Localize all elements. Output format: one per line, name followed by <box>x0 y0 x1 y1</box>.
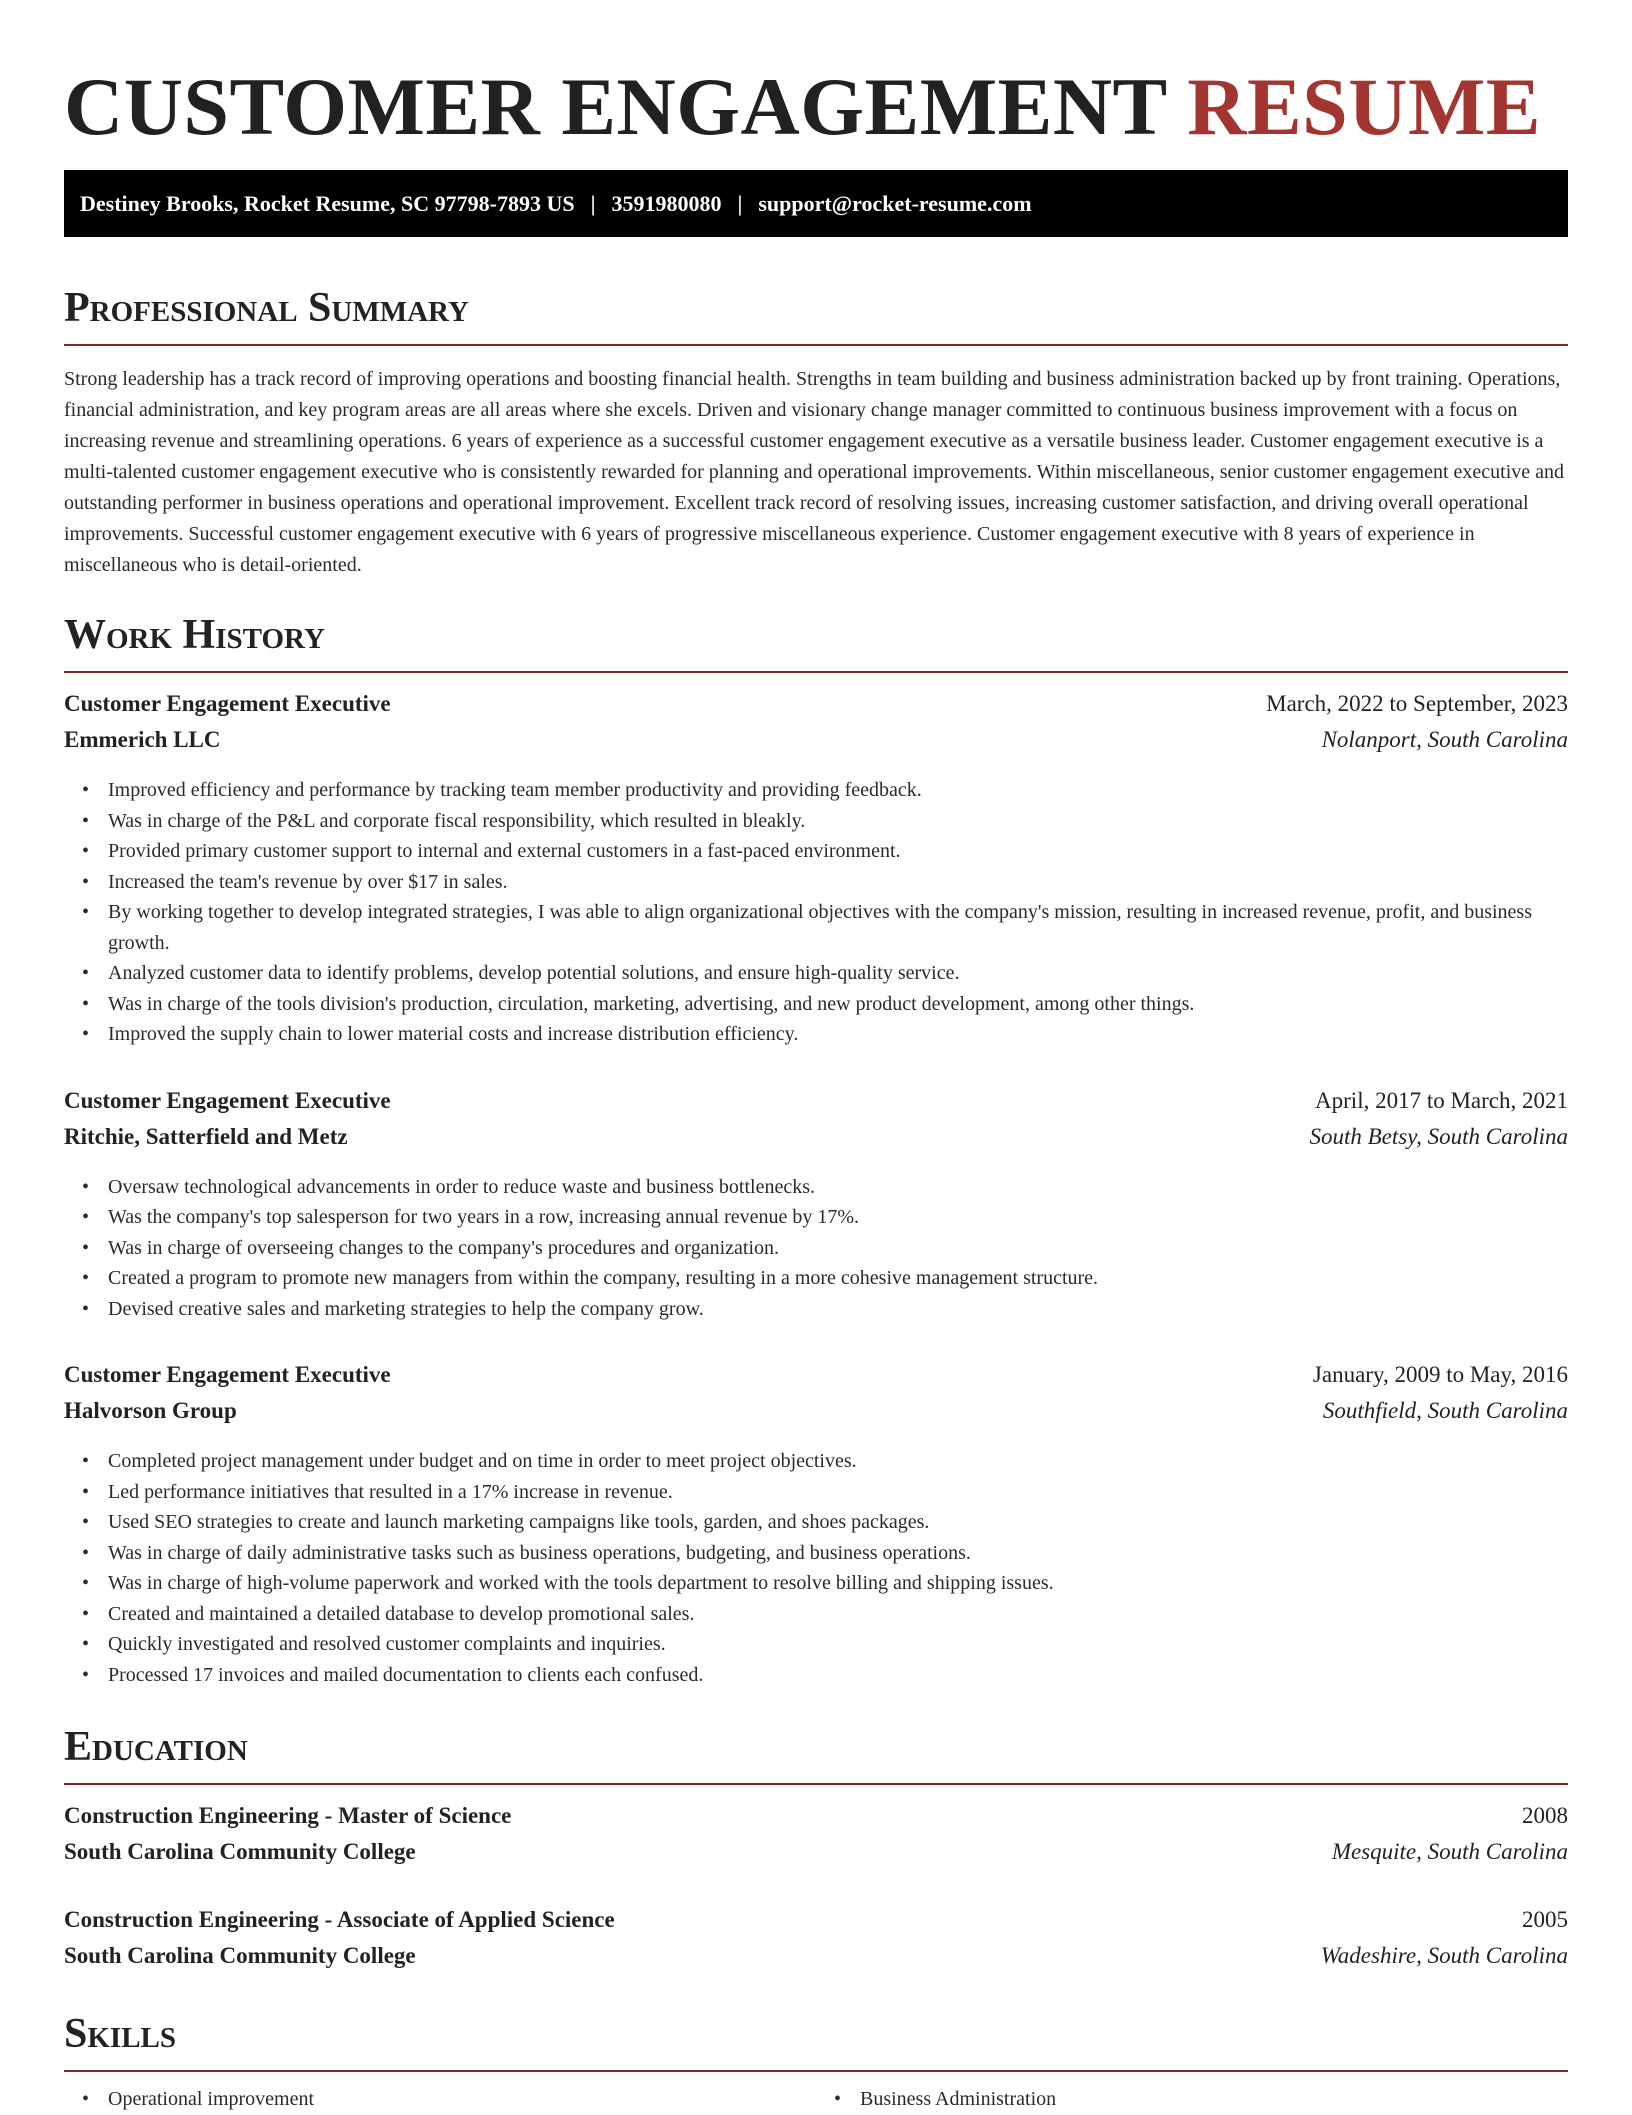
job-title: Customer Engagement Executive <box>64 1087 391 1113</box>
job-dates: January, 2009 to May, 2016 <box>1312 1362 1568 1388</box>
education-school-row <box>64 1943 1568 1979</box>
job-bullet: • Created and maintained a detailed database to develop promotional sales. <box>108 1599 1568 1630</box>
contact-phone: 3591980080 <box>611 190 722 216</box>
education-degree-row <box>64 1803 1568 1839</box>
job-bullet: • Was in charge of overseeing changes to the company's procedures and organization. <box>108 1233 1568 1264</box>
job-bullets <box>64 1172 1568 1325</box>
job-header-row <box>64 1088 1568 1124</box>
job-entry <box>64 1088 1568 1325</box>
skill-item: • Business Administration <box>860 2084 1568 2115</box>
job-location: Nolanport, South Carolina <box>1321 727 1568 753</box>
skills-grid <box>64 2084 1568 2115</box>
skills-column-right <box>816 2084 1568 2115</box>
job-bullets <box>64 775 1568 1050</box>
contact-bar <box>64 170 1568 237</box>
education-heading: Education <box>64 1726 1568 1785</box>
job-title: Customer Engagement Executive <box>64 691 391 717</box>
job-bullet: • Quickly investigated and resolved customer complaints and inquiries. <box>108 1629 1568 1660</box>
job-bullet: • Was in charge of the P&L and corporate fiscal responsibility, which resulted in bleakly. <box>108 806 1568 837</box>
contact-email: support@rocket-resume.com <box>758 190 1032 216</box>
job-location: South Betsy, South Carolina <box>1309 1123 1568 1149</box>
resume-page <box>64 0 1568 2115</box>
job-bullet: • Analyzed customer data to identify problems, develop potential solutions, and ensure high-quality service. <box>108 958 1568 989</box>
work-history-heading: Work History <box>64 614 1568 673</box>
job-company: Ritchie, Satterfield and Metz <box>64 1123 348 1149</box>
education-degree: Construction Engineering - Master of Science <box>64 1803 512 1829</box>
job-company: Halvorson Group <box>64 1398 237 1424</box>
job-bullet: • Processed 17 invoices and mailed documentation to clients each confused. <box>108 1660 1568 1691</box>
job-dates: March, 2022 to September, 2023 <box>1266 691 1568 717</box>
job-bullet: • Created a program to promote new managers from within the company, resulting in a more cohesive management structure. <box>108 1263 1568 1294</box>
education-location: Mesquite, South Carolina <box>1331 1839 1568 1865</box>
job-bullet: • Increased the team's revenue by over $17 in sales. <box>108 867 1568 898</box>
job-bullet: • Led performance initiatives that resulted in a 17% increase in revenue. <box>108 1477 1568 1508</box>
education-location: Wadeshire, South Carolina <box>1320 1943 1568 1969</box>
job-title: Customer Engagement Executive <box>64 1362 391 1388</box>
education-degree: Construction Engineering - Associate of Applied Science <box>64 1907 615 1933</box>
education-entry <box>64 1803 1568 1875</box>
job-header-row <box>64 1362 1568 1398</box>
summary-heading: Professional Summary <box>64 287 1568 346</box>
job-bullet: • Was in charge of high-volume paperwork and worked with the tools department to resolve billing and shipping issues. <box>108 1568 1568 1599</box>
job-bullet: • Was in charge of the tools division's production, circulation, marketing, advertising, and new product development, among other things. <box>108 989 1568 1020</box>
education-year: 2005 <box>1522 1907 1568 1933</box>
job-bullet: • Was in charge of daily administrative tasks such as business operations, budgeting, and business operations. <box>108 1538 1568 1569</box>
resume-title-accent: RESUME <box>1187 61 1542 152</box>
job-bullet: • Improved the supply chain to lower material costs and increase distribution efficiency. <box>108 1019 1568 1050</box>
job-bullet: • Oversaw technological advancements in order to reduce waste and business bottlenecks. <box>108 1172 1568 1203</box>
job-bullet: • Devised creative sales and marketing strategies to help the company grow. <box>108 1294 1568 1325</box>
skills-heading: Skills <box>64 2013 1568 2072</box>
job-bullet: • Completed project management under budget and on time in order to meet project objectives. <box>108 1446 1568 1477</box>
contact-separator: | <box>590 190 596 216</box>
job-company-row <box>64 1124 1568 1160</box>
summary-text: Strong leadership has a track record of improving operations and boosting financial health. Strengths in team building and business administration backed up by front training. Operations, financial administration, and key program areas are all areas where she excels. Driven and visionary change manager committed to continuous business improvement with a focus on increasing revenue and streamlining operations. 6 years of experience as a successful customer engagement executive as a versatile business leader. Customer engagement executive is a multi-talented customer engagement executive who is consistently rewarded for planning and operational improvements. Within miscellaneous, senior customer engagement executive and outstanding performer in business operations and operational improvement. Excellent track record of resolving issues, increasing customer satisfaction, and driving overall operational improvements. Successful customer engagement executive with 6 years of progressive miscellaneous experience. Customer engagement executive with 8 years of experience in miscellaneous who is detail-oriented. <box>64 368 1565 577</box>
education-school: South Carolina Community College <box>64 1839 416 1865</box>
resume-title <box>64 58 1568 156</box>
job-header-row <box>64 691 1568 727</box>
skills-column-left <box>64 2084 816 2115</box>
job-bullet: • By working together to develop integrated strategies, I was able to align organizational objectives with the company's mission, resulting in increased revenue, profit, and business growth. <box>108 897 1568 958</box>
job-bullet: • Improved efficiency and performance by tracking team member productivity and providing feedback. <box>108 775 1568 806</box>
job-bullet: • Used SEO strategies to create and launch marketing campaigns like tools, garden, and shoes packages. <box>108 1507 1568 1538</box>
job-bullets <box>64 1446 1568 1690</box>
education-school-row <box>64 1839 1568 1875</box>
skill-item: • Operational improvement <box>108 2084 816 2115</box>
education-year: 2008 <box>1522 1803 1568 1829</box>
job-company-row <box>64 1398 1568 1434</box>
resume-title-main: CUSTOMER ENGAGEMENT <box>64 61 1167 152</box>
job-entry <box>64 1362 1568 1690</box>
education-entry <box>64 1907 1568 1979</box>
contact-address: Destiney Brooks, Rocket Resume, SC 97798-7893 US <box>80 190 575 216</box>
contact-separator: | <box>737 190 743 216</box>
job-bullet: • Provided primary customer support to internal and external customers in a fast-paced environment. <box>108 836 1568 867</box>
job-bullet: • Was the company's top salesperson for two years in a row, increasing annual revenue by 17%. <box>108 1202 1568 1233</box>
job-entry <box>64 691 1568 1050</box>
education-school: South Carolina Community College <box>64 1943 416 1969</box>
job-location: Southfield, South Carolina <box>1322 1398 1568 1424</box>
job-company-row <box>64 727 1568 763</box>
job-dates: April, 2017 to March, 2021 <box>1315 1087 1568 1113</box>
job-company: Emmerich LLC <box>64 727 221 753</box>
education-degree-row <box>64 1907 1568 1943</box>
